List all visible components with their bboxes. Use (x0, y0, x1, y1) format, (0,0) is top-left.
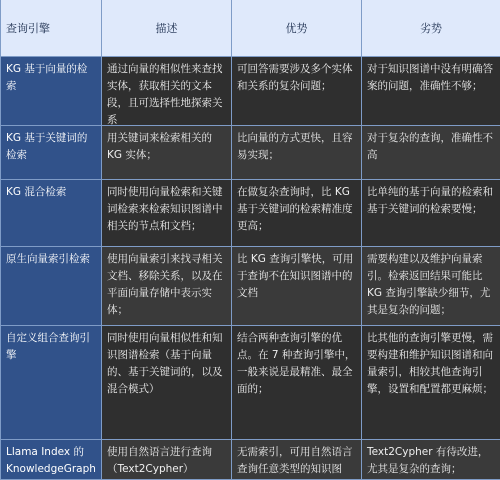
header-disadvantages: 劣势 (362, 0, 500, 57)
row-4-description: 使用向量索引来找寻相关文档、移除关系，以及在平面向量存储中表示实体； (102, 247, 232, 326)
row-3-engine: KG 混合检索 (1, 180, 102, 247)
header-advantages: 优势 (232, 0, 362, 57)
row-5-engine: 自定义组合查询引擎 (1, 326, 102, 440)
row-1-engine: KG 基于向量的检索 (1, 57, 102, 126)
row-4-advantages: 比 KG 查询引擎快，可用于查询不在知识图谱中的文档 (232, 247, 362, 326)
row-6-description: 使用自然语言进行查询（Text2Cypher） (102, 440, 232, 480)
row-5-disadvantages: 比其他的查询引擎更慢，需要构建和维护知识图谱和向量索引，相较其他查询引擎，设置和配置都更麻烦； (362, 326, 500, 440)
row-3-advantages: 在做复杂查询时，比 KG 基于关键词的检索精准度更高； (232, 180, 362, 247)
row-3-disadvantages: 比单纯的基于向量的检索和基于关键词的检索要慢； (362, 180, 500, 247)
row-5-advantages: 结合两种查询引擎的优点。在 7 种查询引擎中，一般来说是最精准、最全面的； (232, 326, 362, 440)
row-1-description: 通过向量的相似性来查找实体，获取相关的文本段，且可选择性地探索关系 (102, 57, 232, 126)
row-2-advantages: 比向量的方式更快，且容易实现； (232, 126, 362, 180)
row-6-disadvantages: Text2Cypher 有待改进，尤其是复杂的查询； (362, 440, 500, 480)
row-2-engine: KG 基于关键词的检索 (1, 126, 102, 180)
row-1-disadvantages: 对于知识图谱中没有明确答案的问题，准确性不够； (362, 57, 500, 126)
row-2-disadvantages: 对于复杂的查询，准确性不高 (362, 126, 500, 180)
row-5-description: 同时使用向量相似性和知识图谱检索（基于向量的、基于关键词的，以及混合模式） (102, 326, 232, 440)
row-2-description: 用关键词来检索相关的 KG 实体； (102, 126, 232, 180)
row-4-engine: 原生向量索引检索 (1, 247, 102, 326)
header-description: 描述 (102, 0, 232, 57)
row-1-advantages: 可回答需要涉及多个实体和关系的复杂问题； (232, 57, 362, 126)
row-3-description: 同时使用向量检索和关键词检索来检索知识图谱中相关的节点和文档； (102, 180, 232, 247)
header-engine: 查询引擎 (1, 0, 102, 57)
row-4-disadvantages: 需要构建以及维护向量索引。检索返回结果可能比 KG 查询引擎缺少细节，尤其是复杂的问题； (362, 247, 500, 326)
row-6-engine: Llama Index 的 KnowledgeGraph (1, 440, 102, 480)
row-6-advantages: 无需索引，可用自然语言查询任意类型的知识图 (232, 440, 362, 480)
